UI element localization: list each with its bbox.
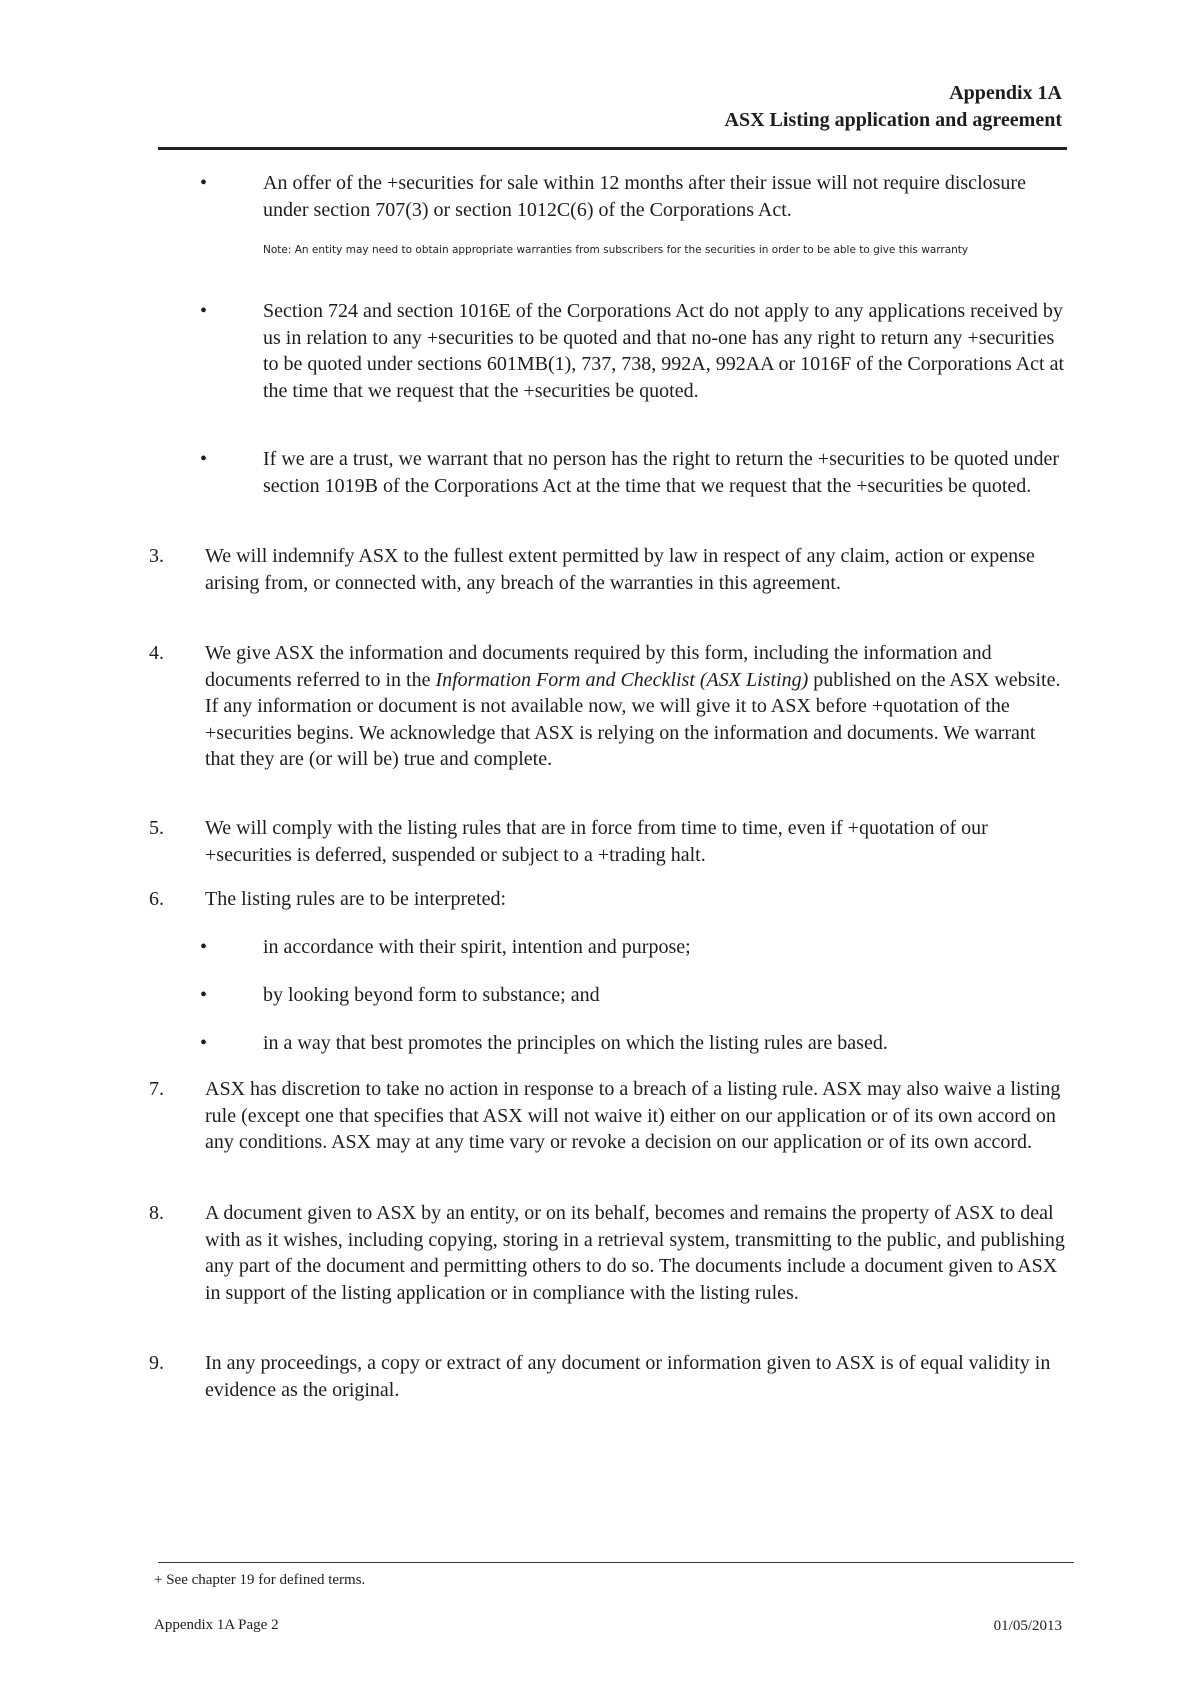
paragraph-number: 8. <box>149 1202 164 1224</box>
paragraph-text: We will comply with the listing rules that are in force from time to time, even if +quotation of our +securities is deferred, suspended or subject to a +trading halt. <box>205 817 988 866</box>
header-divider <box>158 147 1067 150</box>
bullet-marker: • <box>200 448 208 470</box>
bullet-text: Section 724 and section 1016E of the Corporations Act do not apply to any applications received by us in relation to any +securities to be quoted and that no-one has any right to return any +securities to be quoted under sections 601MB(1), 737, 738, 992A, 992AA or 1016F of the Corporations Act at the time that we request that the +securities be quoted. <box>263 300 1065 402</box>
paragraph-text: ASX has discretion to take no action in response to a breach of a listing rule. ASX may also waive a listing rule (except one that specifies that ASX will not waive it) either on our application or of its own accord on any conditions. ASX may at any time vary or revoke a decision on our application or of its own accord. <box>205 1078 1061 1153</box>
sub-bullet-text: by looking beyond form to substance; and <box>263 984 600 1006</box>
paragraph-number: 5. <box>149 817 164 839</box>
paragraph-text: The listing rules are to be interpreted: <box>205 888 507 910</box>
warranty-note: Note: An entity may need to obtain appropriate warranties from subscribers for the securities in order to be able to give this warranty <box>263 244 969 256</box>
bullet-text: If we are a trust, we warrant that no person has the right to return the +securities to be quoted under section 1019B of the Corporations Act at the time that we request that the +securities be quoted. <box>263 448 1060 497</box>
paragraph-number: 9. <box>149 1352 164 1374</box>
header-subtitle: ASX Listing application and agreement <box>724 109 1062 131</box>
paragraph-number: 3. <box>149 545 164 567</box>
paragraph-text: A document given to ASX by an entity, or on its behalf, becomes and remains the property of ASX to deal with as it wishes, including copying, storing in a retrieval system, transmitting to the public, and publishing any part of the document and permitting others to do so. The documents include a document given to ASX in support of the listing application or in compliance with the listing rules. <box>205 1202 1065 1304</box>
bullet-marker: • <box>200 300 208 322</box>
paragraph-text: We will indemnify ASX to the fullest extent permitted by law in respect of any claim, action or expense arising from, or connected with, any breach of the warranties in this agreement. <box>205 545 1035 594</box>
sub-bullet-marker: • <box>200 936 208 958</box>
bullet-text: An offer of the +securities for sale within 12 months after their issue will not require disclosure under section 707(3) or section 1012C(6) of the Corporations Act. <box>263 172 1026 221</box>
paragraph-text: In any proceedings, a copy or extract of any document or information given to ASX is of equal validity in evidence as the original. <box>205 1352 1051 1401</box>
sub-bullet-marker: • <box>200 984 208 1006</box>
footnote: + See chapter 19 for defined terms. <box>154 1572 366 1588</box>
paragraph-number: 4. <box>149 642 164 664</box>
sub-bullet-text: in a way that best promotes the principles on which the listing rules are based. <box>263 1032 888 1054</box>
page-label: Appendix 1A Page 2 <box>154 1617 279 1633</box>
sub-bullet-text: in accordance with their spirit, intention and purpose; <box>263 936 691 958</box>
paragraph-text: We give ASX the information and documents required by this form, including the information and documents referred to in the Information Form and Checklist (ASX Listing) published on the ASX website. If any information or document is not available now, we will give it to ASX before +quotation of the +securities begins. We acknowledge that ASX is relying on the information and documents. We warrant that they are (or will be) true and complete. <box>205 642 1061 770</box>
page-header <box>725 80 1062 134</box>
paragraph-number: 7. <box>149 1078 164 1100</box>
bullet-marker: • <box>200 172 208 194</box>
footer-divider <box>158 1562 1074 1563</box>
revision-date: 01/05/2013 <box>993 1618 1062 1634</box>
header-title: Appendix 1A <box>949 82 1062 104</box>
sub-bullet-marker: • <box>200 1032 208 1054</box>
paragraph-number: 6. <box>149 888 164 910</box>
